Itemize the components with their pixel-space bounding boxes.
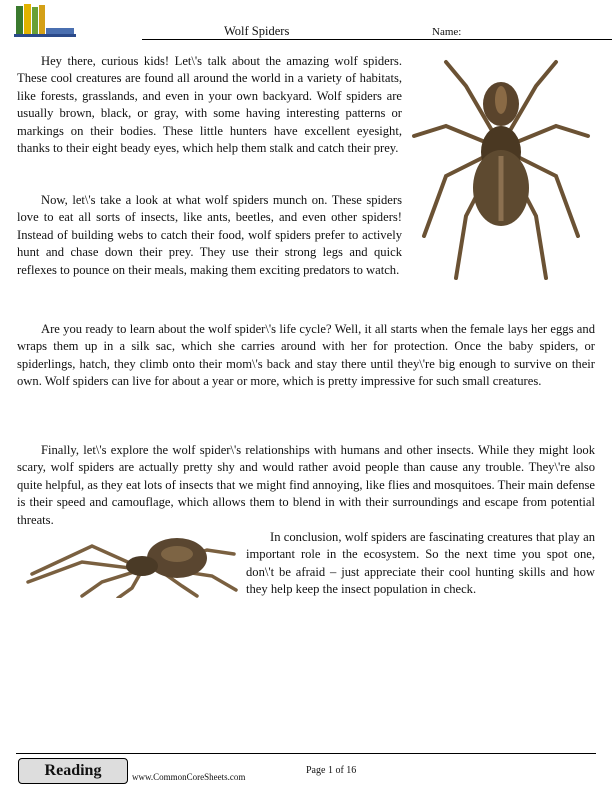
paragraph-3: Are you ready to learn about the wolf spider\'s life cycle? Well, it all starts when the female lays her eggs and wraps them up in a silk sac, which she carries around with her for protection. Once the baby spiders, or spiderlings, hatch, they climb onto their mom\'s back and stay there until they\'re big enough to survive on their own. Wolf spiders can live for about a year or more, which is pretty impressive for such small creatures.: [17, 322, 595, 389]
site-link[interactable]: www.CommonCoreSheets.com: [132, 772, 246, 782]
books-logo-icon: [14, 4, 76, 38]
page-title: Wolf Spiders: [224, 24, 290, 38]
header-rule: [142, 39, 612, 40]
worksheet-header: [14, 4, 598, 40]
subject-badge: Reading: [18, 758, 128, 784]
paragraph-5: In conclusion, wolf spiders are fascinating creatures that play an important role in the ecosystem. So the next time you spot one, don\'t be afraid – just appreciate their cool hunting skills and how they help keep the insect population in check.: [246, 530, 595, 597]
page-number: Page 1 of 16: [306, 765, 357, 776]
name-label: Name:: [432, 26, 462, 38]
wolf-spider-side-view-image: [22, 532, 242, 598]
footer-rule: [16, 753, 596, 754]
paragraph-2: Now, let\'s take a look at what wolf spiders munch on. These spiders love to eat all sorts of insects, like ants, beetles, and even other spiders! Instead of building webs to catch their food, wolf spiders prefer to actively hunt and chase down their prey. They use their strong legs and quick reflexes to pounce on their meals, making them exciting predators to watch.: [17, 193, 402, 277]
wolf-spider-top-view-image: [406, 56, 596, 282]
paragraph-4: Finally, let\'s explore the wolf spider\'s relationships with humans and other insects. While they might look scary, wolf spiders are actually pretty shy and would rather avoid people than cause any trouble. They\'re also quite helpful, as they eat lots of insects that we might find annoying, like flies and mosquitoes. Their main defense is their speed and camouflage, which allows them to blend in with their surroundings and escape from potential threats.: [17, 443, 595, 527]
paragraph-1: Hey there, curious kids! Let\'s talk about the amazing wolf spiders. These cool creatures are found all around the world in a variety of habitats, like forests, grasslands, and even in your own backyard. Wolf spiders are usually brown, black, or gray, with some having interesting patterns or markings on their bodies. These little hunters have excellent eyesight, thanks to their eight beady eyes, which help them stalk and catch their prey.: [17, 54, 402, 156]
